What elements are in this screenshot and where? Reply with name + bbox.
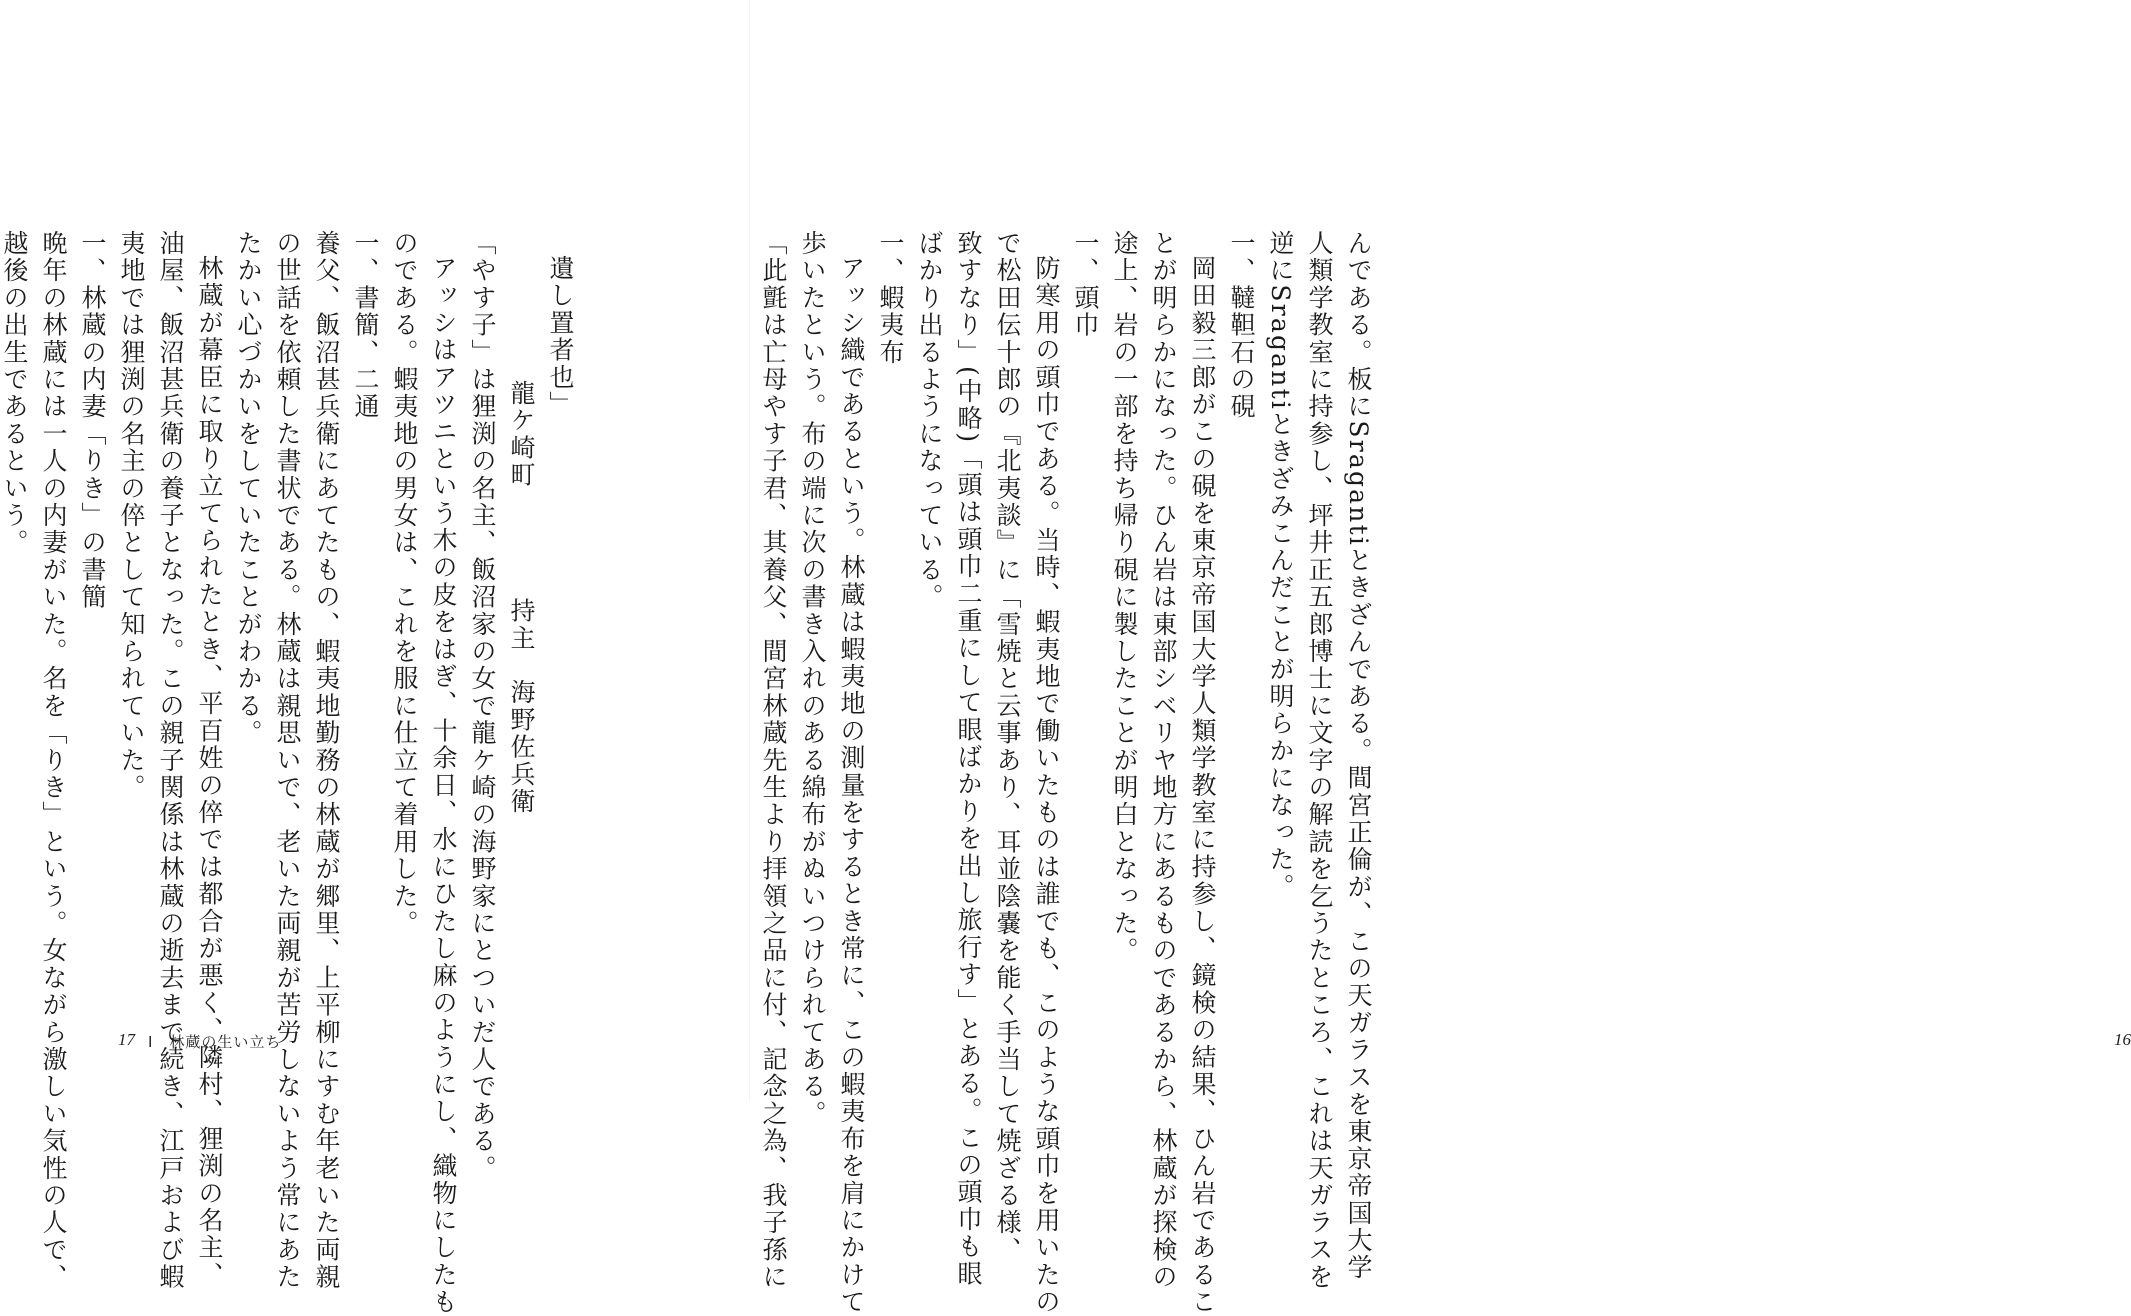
text-line: ばかり出るようになっている。 [915,230,944,611]
text-line: 致すなり」(中略)「頭は頭巾二重にして眼ばかりを出し旅行す」とある。この頭巾も眼 [954,230,983,1288]
text-line: 一、韃靼石の硯 [1227,230,1256,421]
text-line: 油屋、飯沼甚兵衛の養子となった。この親子関係は林蔵の逝去まで続き、江戸および蝦 [156,230,185,1291]
text-line: 養父、飯沼甚兵衛にあてたもの、蝦夷地勤務の林蔵が郷里、上平柳にすむ年老いた両親 [312,230,341,1291]
text-line: 夷地では狸渕の名主の倅として知られていた。 [117,230,146,802]
left-page [0,0,750,1316]
text-line: 林蔵が幕臣に取り立てられたとき、平百姓の倅では都合が悪く、隣村、狸渕の名主、 [195,255,224,1289]
left-page-number: 17 [118,1030,135,1049]
text-line: 「此氈は亡母やす子君、其養父、間宮林蔵先生より拝領之品に付、記念之為、我子孫に [759,230,788,1291]
text-line: 遺し置者也」 [546,255,575,419]
text-line: とが明らかになった。ひん岩は東部シベリヤ地方にあるものであるから、林蔵が探検の [1149,230,1178,1291]
right-page [750,0,2131,1316]
text-line: たかい心づかいをしていたことがわかる。 [234,230,263,747]
text-line: 岡田毅三郎がこの硯を東京帝国大学人類学教室に持参し、鏡検の結果、ひん岩であるこ [1188,255,1217,1316]
right-page-body [759,230,1378,1316]
running-head: Ⅰ 林蔵の生い立ち [148,1033,282,1051]
text-line: アッシはアツニという木の皮をはぎ、十余日、水にひたし麻のようにし、織物にしたも [429,255,458,1316]
text-line: 龍ケ崎町 持主 海野佐兵衛 [507,380,536,816]
text-line: 一、書簡、二通 [351,230,380,421]
text-line: の世話を依頼した書状である。林蔵は親思いで、老いた両親が苦労しないよう常にあた [273,230,302,1291]
text-line: 途上、岩の一部を持ち帰り硯に製したことが明白となった。 [1110,230,1139,965]
text-line: んである。板にSragantiときざんである。間宮正倫が、この天ガラスを東京帝国大学 [1344,230,1373,1282]
text-line: 越後の出生であるという。 [0,230,29,557]
text-line: アッシ織であるという。林蔵は蝦夷地の測量をするとき常に、この蝦夷布を肩にかけて [837,255,866,1316]
text-line: 「やす子」は狸渕の名主、飯沼家の女で龍ケ崎の海野家にとついだ人である。 [468,230,497,1182]
right-page-number: 16 [2114,1030,2131,1049]
text-line: 歩いたという。布の端に次の書き入れのある綿布がぬいつけられてある。 [798,230,827,1128]
text-line: 晩年の林蔵には一人の内妻がいた。名を「りき」という。女ながら激しい気性の人で、 [39,230,68,1291]
text-line: のである。蝦夷地の男女は、これを服に仕立て着用した。 [390,230,419,938]
text-line: 防寒用の頭巾である。当時、蝦夷地で働いたものは誰でも、このような頭巾を用いたの [1032,255,1061,1316]
text-line: 一、頭巾 [1071,230,1100,339]
text-line: 一、林蔵の内妻「りき」の書簡 [78,230,107,611]
text-line: 逆にSragantiときざみこんだことが明らかになった。 [1266,230,1295,901]
text-line: で松田伝十郎の『北夷談』に「雪焼と云事あり、耳並陰嚢を能く手当して焼ざる様、 [993,230,1022,1264]
text-line: 一、蝦夷布 [876,230,905,366]
text-line: 人類学教室に持参し、坪井正五郎博士に文字の解読を乞うたところ、これは天ガラスを [1305,230,1334,1291]
